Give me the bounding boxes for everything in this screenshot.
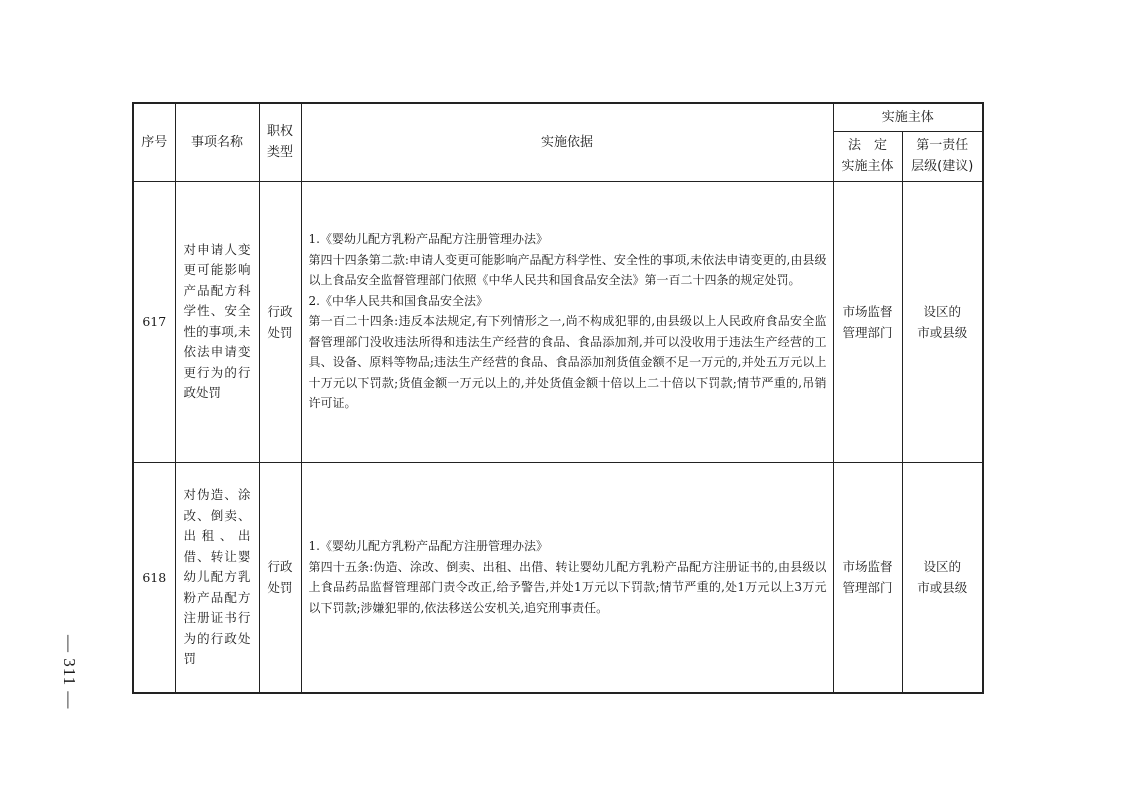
row-seq: 617 bbox=[133, 181, 175, 462]
header-seq: 序号 bbox=[133, 103, 175, 181]
row-legal-subject: 市场监督 管理部门 bbox=[833, 181, 902, 462]
row-level: 设区的 市或县级 bbox=[902, 181, 983, 462]
basis-paragraph: 第一百二十四条:违反本法规定,有下列情形之一,尚不构成犯罪的,由县级以上人民政府食品安全监督管理部门没收违法所得和违法生产经营的食品、食品添加剂,并可以没收用于违法生产经营的工具、设备、原料等物品;违法生产经营的食品、食品添加剂货值金额不足一万元的,并处五万元以上十万元以下罚款;货值金额一万元以上的,并处货值金额十倍以上二十倍以下罚款;情节严重的,吊销许可证。 bbox=[308, 314, 827, 411]
basis-paragraph: 1.《婴幼儿配方乳粉产品配方注册管理办法》 bbox=[308, 539, 548, 554]
row-power-type: 行政 处罚 bbox=[259, 462, 301, 693]
row-basis bbox=[301, 181, 833, 462]
header-legal-subject: 法 定 实施主体 bbox=[833, 131, 902, 181]
header-power-type: 职权 类型 bbox=[259, 103, 301, 181]
header-first-resp-level: 第一责任 层级(建议) bbox=[902, 131, 983, 181]
basis-paragraph: 第四十四条第二款:申请人变更可能影响产品配方科学性、安全性的事项,未依法申请变更的,由县级以上食品安全监督管理部门依照《中华人民共和国食品安全法》第一百二十四条的规定处罚。 bbox=[308, 252, 827, 288]
row-power-type: 行政 处罚 bbox=[259, 181, 301, 462]
row-basis bbox=[301, 462, 833, 693]
basis-paragraph: 第四十五条:伪造、涂改、倒卖、出租、出借、转让婴幼儿配方乳粉产品配方注册证书的,由县级以上食品药品监督管理部门责令改正,给予警告,并处1万元以下罚款;情节严重的,处1万元以上3万元以下罚款;涉嫌犯罪的,依法移送公安机关,追究刑事责任。 bbox=[308, 559, 827, 615]
row-seq: 618 bbox=[133, 462, 175, 693]
table-row bbox=[133, 462, 983, 693]
row-legal-subject: 市场监督 管理部门 bbox=[833, 462, 902, 693]
row-item-name: 对伪造、涂改、倒卖、出租、出借、转让婴幼儿配方乳粉产品配方注册证书行为的行政处罚 bbox=[175, 462, 259, 693]
enforcement-items-table bbox=[132, 102, 984, 694]
header-subject-group: 实施主体 bbox=[833, 103, 983, 131]
row-item-name: 对申请人变更可能影响产品配方科学性、安全性的事项,未依法申请变更行为的行政处罚 bbox=[175, 181, 259, 462]
table-row bbox=[133, 181, 983, 462]
row-level: 设区的 市或县级 bbox=[902, 462, 983, 693]
basis-paragraph: 1.《婴幼儿配方乳粉产品配方注册管理办法》 bbox=[308, 232, 548, 247]
header-basis: 实施依据 bbox=[301, 103, 833, 181]
page-number: — 311 — bbox=[60, 635, 79, 710]
header-item-name: 事项名称 bbox=[175, 103, 259, 181]
basis-paragraph: 2.《中华人民共和国食品安全法》 bbox=[308, 293, 488, 308]
